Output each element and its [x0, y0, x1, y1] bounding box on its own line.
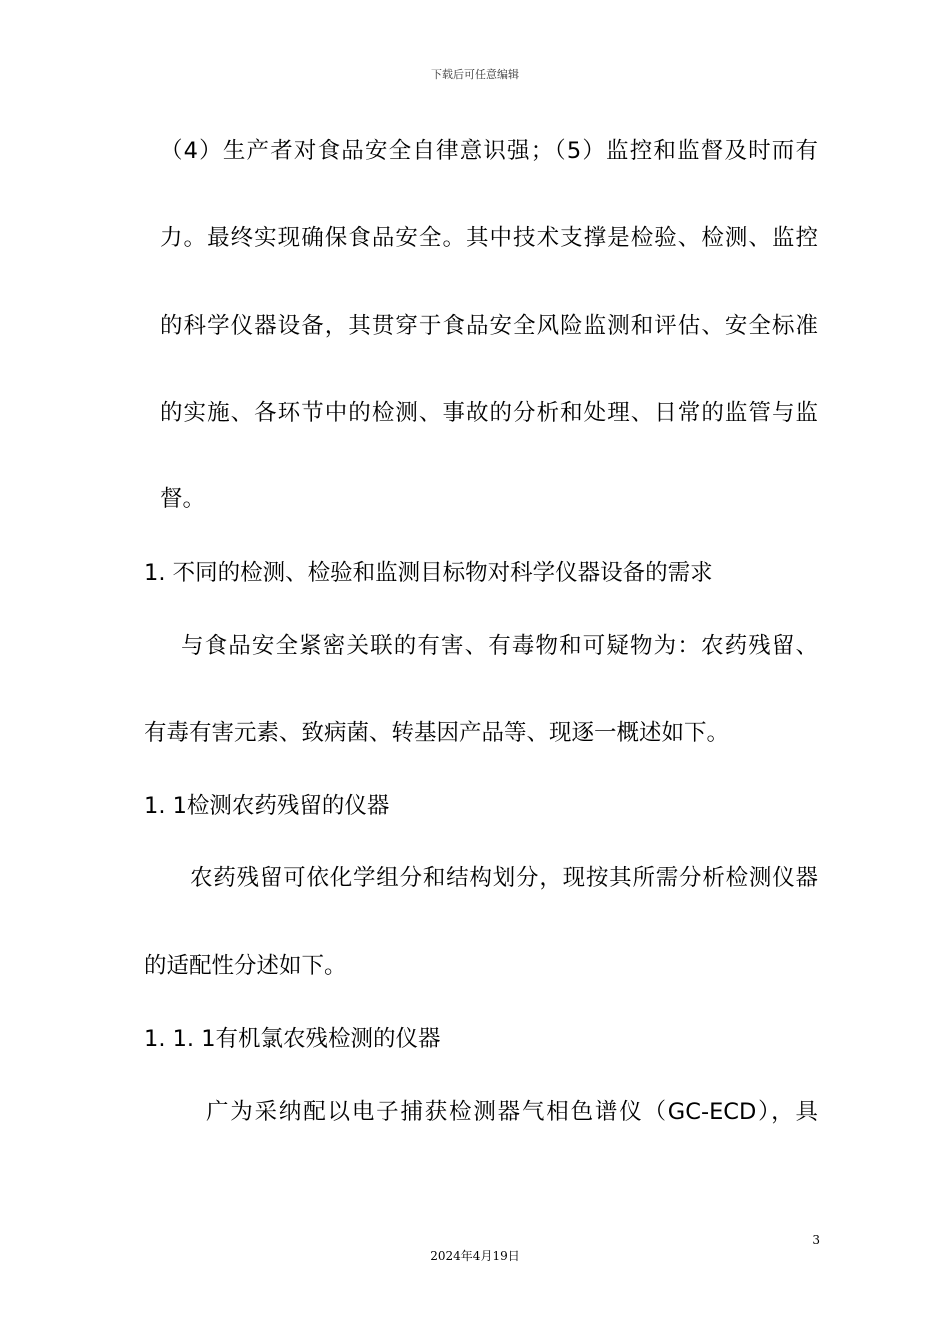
section-1-heading: 1. 不同的检测、检验和监测目标物对科学仪器设备的需求 — [144, 560, 713, 586]
body-line-2: 力。最终实现确保食品安全。其中技术支撑是检验、检测、监控 — [160, 225, 818, 251]
body-line-1: （4）生产者对食品安全自律意识强；（5）监控和监督及时而有 — [160, 138, 818, 164]
section-1-1-line-1: 农药残留可依化学组分和结构划分，现按其所需分析检测仪器 — [190, 865, 818, 891]
section-1-1-line-2: 的适配性分述如下。 — [144, 953, 347, 979]
body-line-5: 督。 — [160, 486, 206, 512]
body-line-4: 的实施、各环节中的检测、事故的分析和处理、日常的监管与监 — [160, 400, 818, 426]
body-line-3: 的科学仪器设备，其贯穿于食品安全风险监测和评估、安全标准 — [160, 313, 818, 339]
footer-date: 2024年4月19日 — [430, 1249, 520, 1263]
section-1-line-2: 有毒有害元素、致病菌、转基因产品等、现逐一概述如下。 — [144, 720, 730, 746]
page-number: 3 — [812, 1233, 820, 1247]
header-note: 下载后可任意编辑 — [431, 68, 519, 81]
section-1-1-1-heading: 1. 1. 1有机氯农残检测的仪器 — [144, 1026, 441, 1052]
section-1-line-1: 与食品安全紧密关联的有害、有毒物和可疑物为：农药残留、 — [181, 633, 818, 659]
section-1-1-1-line-1: 广为采纳配以电子捕获检测器气相色谱仪（GC-ECD），具 — [206, 1099, 818, 1125]
section-1-1-heading: 1. 1检测农药残留的仪器 — [144, 793, 390, 819]
